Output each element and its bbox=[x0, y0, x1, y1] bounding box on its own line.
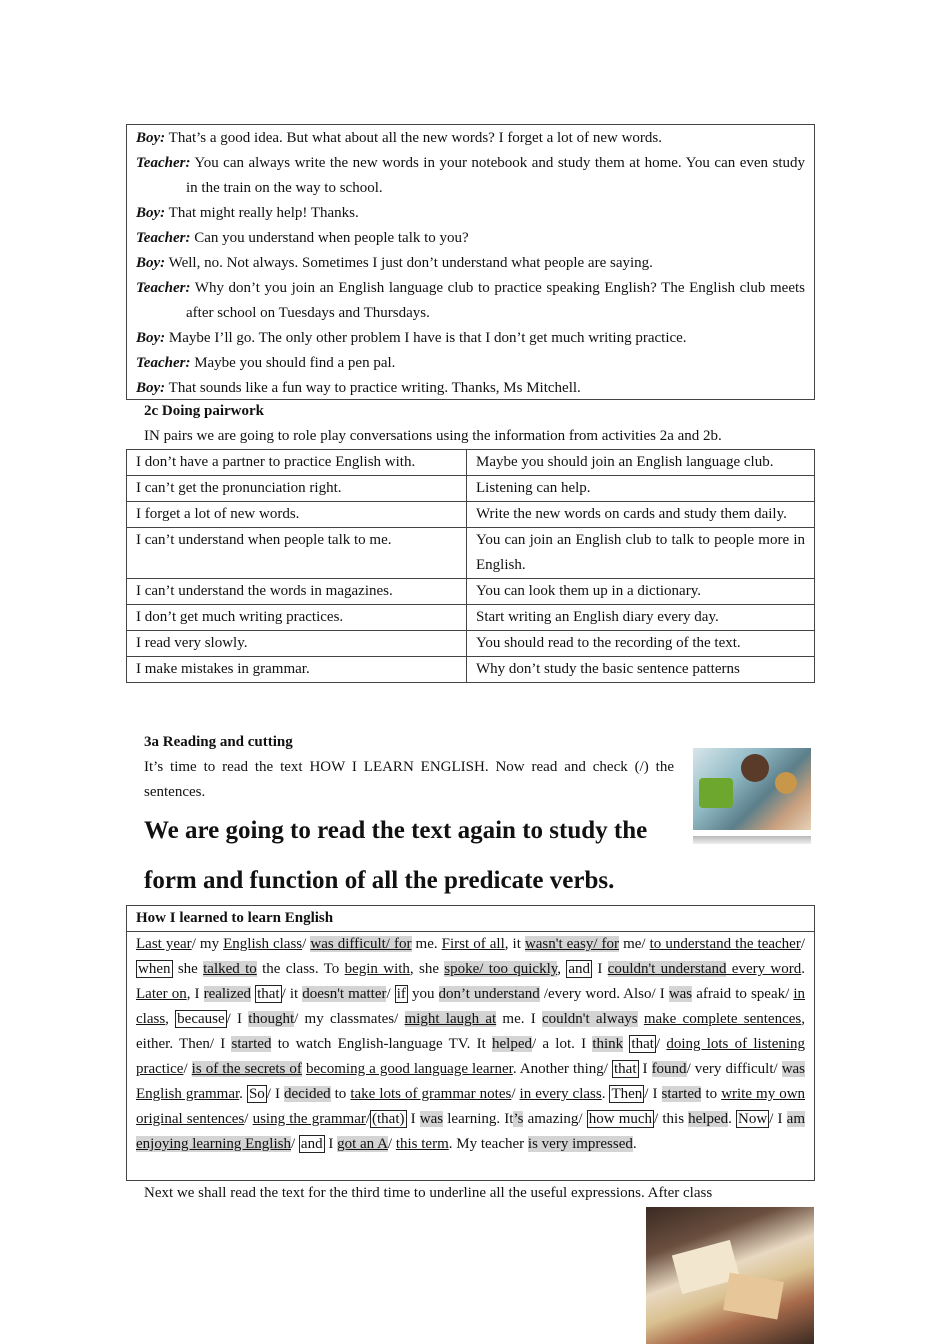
predicate-verb: started bbox=[661, 1086, 702, 1102]
reading-text: / I bbox=[769, 1111, 787, 1127]
advice-cell: Write the new words on cards and study them daily. bbox=[467, 502, 815, 528]
reading-text: me. bbox=[411, 936, 442, 952]
reading-text: . bbox=[801, 961, 806, 977]
underlined-expression: using the grammar bbox=[252, 1111, 366, 1127]
advice-cell: Maybe you should join an English language club. bbox=[467, 450, 815, 476]
boxed-connector: and bbox=[568, 961, 591, 977]
boxed-connector: (that) bbox=[372, 1111, 405, 1127]
predicate-verb: was bbox=[419, 1111, 444, 1127]
boxed-connector: because bbox=[177, 1011, 225, 1027]
predicate-verb: doesn't matter bbox=[302, 986, 387, 1002]
reading-text: / this bbox=[654, 1111, 689, 1127]
underlined-expression: to understand the teacher bbox=[649, 936, 801, 952]
predicate-verb: helped bbox=[688, 1111, 729, 1127]
reading-text: the class. To bbox=[256, 961, 345, 977]
problem-cell: I can’t understand the words in magazines. bbox=[127, 579, 467, 605]
reading-text: I bbox=[638, 1061, 652, 1077]
section-3a-heading: 3a Reading and cutting bbox=[144, 734, 293, 750]
underlined-expression: English class bbox=[223, 936, 303, 952]
reading-text: / bbox=[302, 936, 311, 952]
dialogue-box bbox=[126, 124, 815, 400]
dialogue-line bbox=[136, 226, 805, 251]
predicate-verb: decided bbox=[283, 1086, 331, 1102]
advice-cell: Listening can help. bbox=[467, 476, 815, 502]
reading-text: to bbox=[330, 1086, 351, 1102]
reading-text: / bbox=[386, 986, 395, 1002]
reading-text: / I bbox=[266, 1086, 284, 1102]
reading-title: How I learned to learn English bbox=[127, 906, 814, 932]
dialogue-text: Maybe you should find a pen pal. bbox=[190, 355, 396, 371]
table-row bbox=[127, 528, 815, 579]
reading-text: / bbox=[511, 1086, 520, 1102]
reading-text: , I bbox=[186, 986, 204, 1002]
reading-text: she bbox=[172, 961, 204, 977]
reading-text: / bbox=[183, 1061, 192, 1077]
reading-text: / a lot. I bbox=[532, 1036, 593, 1052]
dialogue-text: Maybe I’ll go. The only other problem I have is that I don’t get much writing practice. bbox=[165, 330, 687, 346]
dialogue-line bbox=[136, 151, 805, 201]
reading-body bbox=[127, 932, 814, 1157]
pairwork-table bbox=[126, 449, 815, 683]
reading-text: me. I bbox=[496, 1011, 542, 1027]
speaker-label: Boy: bbox=[136, 330, 166, 346]
speaker-label: Teacher: bbox=[136, 230, 191, 246]
advice-cell: You should read to the recording of the text. bbox=[467, 631, 815, 657]
predicate-verb: started bbox=[231, 1036, 272, 1052]
boxed-connector: Then bbox=[611, 1086, 643, 1102]
underlined-expression: this term bbox=[395, 1136, 449, 1152]
reading-text: learning. It bbox=[443, 1111, 514, 1127]
section-3a-text: It’s time to read the text HOW I LEARN ENGLISH. Now read and check (/) the sentences. bbox=[144, 759, 674, 800]
underlined-predicate: might laugh at bbox=[404, 1011, 497, 1027]
dialogue-text: Well, no. Not always. Sometimes I just don’t understand what people are saying. bbox=[165, 255, 653, 271]
reading-text: amazing/ bbox=[523, 1111, 587, 1127]
problem-cell: I can’t understand when people talk to me. bbox=[127, 528, 467, 579]
boxed-connector: and bbox=[300, 1136, 323, 1152]
underlined-predicate: talked to bbox=[203, 961, 257, 977]
speaker-label: Boy: bbox=[136, 130, 166, 146]
reading-text: . bbox=[728, 1111, 737, 1127]
underlined-expression: in every class bbox=[519, 1086, 602, 1102]
table-row bbox=[127, 657, 815, 683]
reading-text: to bbox=[701, 1086, 722, 1102]
underlined-expression: make complete sentences bbox=[643, 1011, 802, 1027]
underlined-predicate: is of the secrets of bbox=[191, 1061, 302, 1077]
reading-text: / bbox=[800, 936, 806, 952]
boxed-connector: that bbox=[614, 1061, 637, 1077]
boxed-connector: when bbox=[138, 961, 171, 977]
advice-cell: You can look them up in a dictionary. bbox=[467, 579, 815, 605]
boxed-connector: Now bbox=[738, 1111, 768, 1127]
underlined-expression: Last year bbox=[136, 936, 192, 952]
predicate-verb: thought bbox=[248, 1011, 295, 1027]
underlined-expression: English grammar bbox=[136, 1086, 240, 1102]
predicate-verbs-heading: We are going to read the text again to study the form and function of all the predicate verbs. bbox=[144, 817, 648, 894]
next-step-text: Next we shall read the text for the third time to underline all the useful expressions. After class bbox=[144, 1185, 713, 1201]
dialogue-line bbox=[136, 251, 805, 276]
reading-text: / my bbox=[191, 936, 224, 952]
underlined-predicate: couldn't understand bbox=[607, 961, 727, 977]
reading-text: , she bbox=[409, 961, 445, 977]
underlined-expression: write my own original sentences bbox=[136, 1086, 806, 1127]
reading-text: / bbox=[244, 1111, 253, 1127]
reading-text: , bbox=[165, 1011, 176, 1027]
boxed-connector: that bbox=[631, 1036, 654, 1052]
teacher-head-shape bbox=[741, 754, 769, 782]
reading-text: / bbox=[290, 1136, 299, 1152]
reading-text: / bbox=[387, 1136, 396, 1152]
reading-text: / bbox=[365, 1111, 371, 1127]
underlined-predicate: got an A bbox=[337, 1136, 388, 1152]
reading-text: you bbox=[407, 986, 439, 1002]
underlined-predicate: was difficult/ for bbox=[310, 936, 412, 952]
problem-cell: I read very slowly. bbox=[127, 631, 467, 657]
reading-text: . bbox=[632, 1136, 637, 1152]
boxed-connector: how much bbox=[588, 1111, 653, 1127]
underlined-predicate: wasn't easy/ for bbox=[524, 936, 620, 952]
reading-text: , it bbox=[504, 936, 525, 952]
underlined-expression: First of all bbox=[441, 936, 505, 952]
dialogue-line bbox=[136, 276, 805, 326]
boxed-connector: So bbox=[248, 1086, 265, 1102]
child-head-shape bbox=[775, 772, 797, 794]
computer-shape bbox=[699, 778, 733, 808]
underlined-expression: doing lots of listening practice bbox=[136, 1036, 806, 1077]
reading-text: /every word. Also/ I bbox=[539, 986, 669, 1002]
predicate-verb: am bbox=[786, 1111, 805, 1127]
reading-text: / my classmates/ bbox=[294, 1011, 405, 1027]
table-row bbox=[127, 631, 815, 657]
advice-cell: Start writing an English diary every day. bbox=[467, 605, 815, 631]
predicate-verb: is very impressed bbox=[527, 1136, 633, 1152]
predicate-verb: found bbox=[651, 1061, 687, 1077]
dialogue-text: You can always write the new words in your notebook and study them at home. You can even study in the train on the way to school. bbox=[186, 155, 805, 196]
section-2c-heading: 2c Doing pairwork bbox=[144, 403, 264, 419]
letter-card-shape bbox=[723, 1273, 784, 1320]
reading-text: / it bbox=[281, 986, 303, 1002]
speaker-label: Teacher: bbox=[136, 155, 191, 171]
underlined-predicate: spoke/ too quickly bbox=[444, 961, 558, 977]
underlined-expression: begin with bbox=[344, 961, 410, 977]
underlined-predicate: enjoying learning English bbox=[136, 1136, 291, 1152]
dialogue-text: That’s a good idea. But what about all the new words? I forget a lot of new words. bbox=[165, 130, 663, 146]
reading-text: . My teacher bbox=[448, 1136, 528, 1152]
reading-text: afraid to speak/ bbox=[692, 986, 794, 1002]
letters-photo bbox=[646, 1207, 814, 1344]
underlined-expression: Later on bbox=[136, 986, 187, 1002]
advice-cell: You can join an English club to talk to people more in English. bbox=[467, 528, 815, 579]
problem-cell: I can’t get the pronunciation right. bbox=[127, 476, 467, 502]
predicate-verb: think bbox=[592, 1036, 624, 1052]
predicate-verb: was bbox=[781, 1061, 806, 1077]
problem-cell: I don’t get much writing practices. bbox=[127, 605, 467, 631]
reading-text: I bbox=[406, 1111, 420, 1127]
dialogue-text: That sounds like a fun way to practice writing. Thanks, Ms Mitchell. bbox=[165, 380, 581, 396]
underlined-expression: becoming a good language learner bbox=[305, 1061, 513, 1077]
dialogue-text: That might really help! Thanks. bbox=[165, 205, 359, 221]
predicate-verb: don’t understand bbox=[438, 986, 540, 1002]
problem-cell: I forget a lot of new words. bbox=[127, 502, 467, 528]
problem-cell: I don’t have a partner to practice English with. bbox=[127, 450, 467, 476]
teacher-child-computer-photo bbox=[693, 748, 811, 830]
table-row bbox=[127, 450, 815, 476]
table-row bbox=[127, 502, 815, 528]
underlined-expression: in class bbox=[136, 986, 806, 1027]
photo-shadow bbox=[693, 836, 811, 844]
dialogue-line bbox=[136, 326, 805, 351]
boxed-connector: if bbox=[396, 986, 406, 1002]
speaker-label: Boy: bbox=[136, 205, 166, 221]
reading-text: I bbox=[324, 1136, 338, 1152]
reading-text: / I bbox=[226, 1011, 249, 1027]
dialogue-text: Why don’t you join an English language club to practice speaking English? The English club meets after school on Tuesdays and Thursdays. bbox=[186, 280, 805, 321]
reading-text: / bbox=[655, 1036, 667, 1052]
reading-text: . bbox=[239, 1086, 247, 1102]
speaker-label: Boy: bbox=[136, 380, 166, 396]
dialogue-line bbox=[136, 351, 805, 376]
predicate-verb: helped bbox=[492, 1036, 532, 1052]
dialogue-line bbox=[136, 201, 805, 226]
speaker-label: Teacher: bbox=[136, 280, 191, 296]
predicate-verb: ’s bbox=[513, 1111, 524, 1127]
predicate-verb: was bbox=[668, 986, 693, 1002]
reading-text: / very difficult/ bbox=[686, 1061, 782, 1077]
speaker-label: Teacher: bbox=[136, 355, 191, 371]
advice-cell: Why don’t study the basic sentence patterns bbox=[467, 657, 815, 683]
reading-text: / I bbox=[644, 1086, 662, 1102]
table-row bbox=[127, 476, 815, 502]
reading-text: . bbox=[601, 1086, 610, 1102]
reading-text: , either. Then/ I bbox=[136, 1011, 805, 1052]
table-row bbox=[127, 579, 815, 605]
dialogue-text: Can you understand when people talk to you? bbox=[190, 230, 469, 246]
table-row bbox=[127, 605, 815, 631]
reading-text: I bbox=[592, 961, 608, 977]
predicate-verb: realized bbox=[203, 986, 252, 1002]
speaker-label: Boy: bbox=[136, 255, 166, 271]
boxed-connector: that bbox=[257, 986, 280, 1002]
reading-text: to watch English-language TV. It bbox=[271, 1036, 493, 1052]
underlined-expression: every word bbox=[726, 961, 802, 977]
predicate-verb: couldn't always bbox=[541, 1011, 638, 1027]
dialogue-line bbox=[136, 376, 805, 401]
section-2c-intro: IN pairs we are going to role play conversations using the information from activities 2a and 2b. bbox=[144, 428, 722, 444]
problem-cell: I make mistakes in grammar. bbox=[127, 657, 467, 683]
reading-text: , bbox=[557, 961, 567, 977]
reading-text: . Another thing/ bbox=[512, 1061, 612, 1077]
underlined-expression: take lots of grammar notes bbox=[350, 1086, 512, 1102]
reading-box bbox=[126, 905, 815, 1181]
dialogue-line bbox=[136, 126, 805, 151]
reading-text: me/ bbox=[619, 936, 650, 952]
